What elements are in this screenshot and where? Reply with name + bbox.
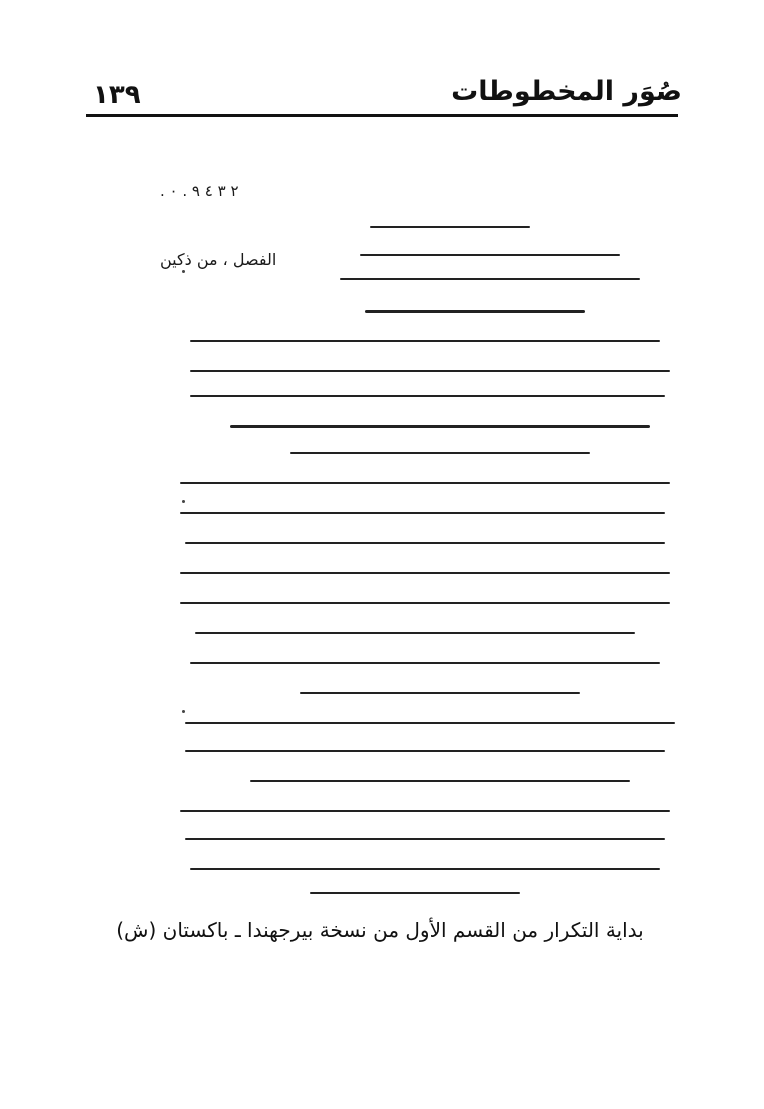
side-note: الفصل ، من ذكين — [160, 250, 277, 269]
page-header — [0, 0, 764, 115]
ink-dot — [182, 710, 185, 713]
figure-caption: بداية التكرار من القسم الأول من نسخة بيرجهندا ـ باكستان (ش) — [116, 918, 644, 942]
manuscript-image — [160, 170, 760, 885]
header-rule — [86, 114, 678, 117]
page-number: ١٣٩ — [93, 80, 141, 110]
ink-dot — [182, 270, 185, 273]
ink-dot — [182, 500, 185, 503]
folio-mark: ٢ ٣ ٤ ٩ . ٠ . — [160, 182, 239, 200]
running-title: صُوَر المخطوطات — [451, 76, 682, 107]
